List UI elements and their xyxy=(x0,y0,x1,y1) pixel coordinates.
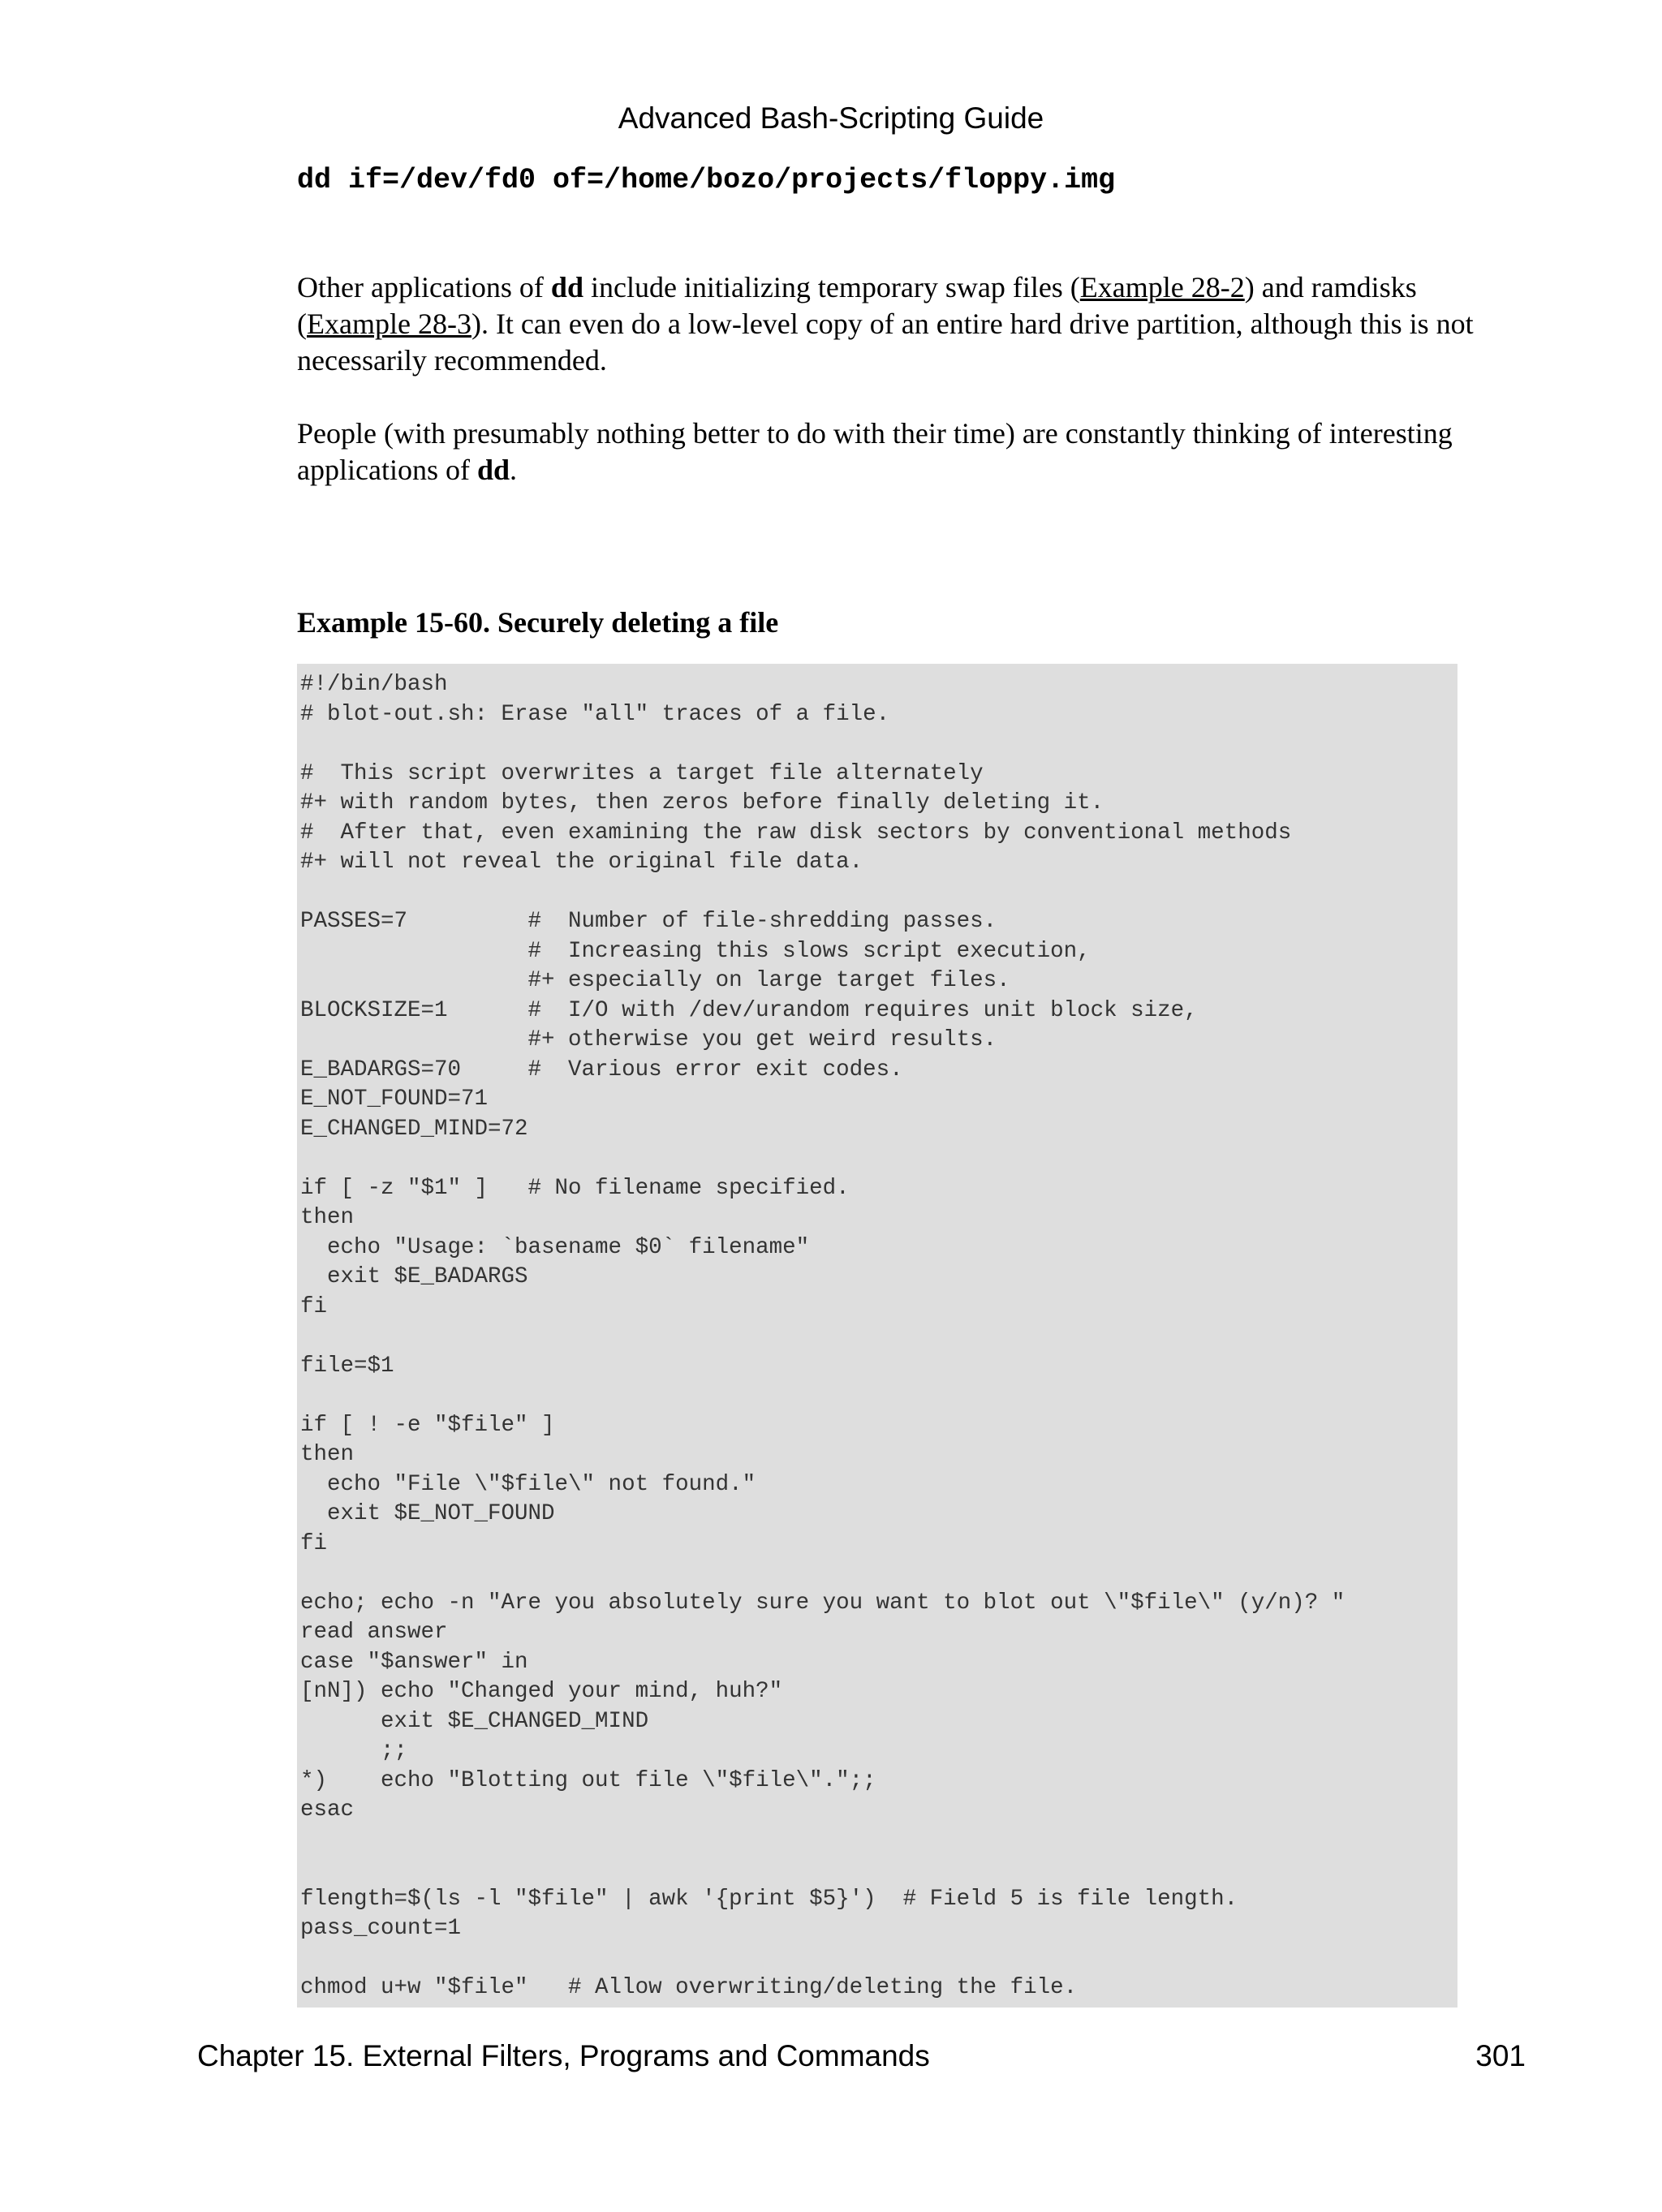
paragraph-interesting-applications xyxy=(297,415,1514,488)
code-line xyxy=(300,1826,1457,1856)
code-line: # blot-out.sh: Erase "all" traces of a file. xyxy=(300,701,890,727)
code-line: pass_count=1 xyxy=(300,1916,462,1941)
code-line: echo "File \"$file\" not found." xyxy=(300,1471,756,1497)
command-name-dd: dd xyxy=(550,271,583,303)
code-line: *) echo "Blotting out file \"$file\".";; xyxy=(300,1767,876,1793)
code-line: fi xyxy=(300,1530,328,1556)
code-line: ;; xyxy=(300,1738,408,1763)
page-header: Advanced Bash-Scripting Guide xyxy=(618,101,1044,135)
link-example-28-3[interactable]: Example 28-3 xyxy=(307,308,471,340)
code-line: # After that, even examining the raw disk sectors by conventional methods xyxy=(300,820,1292,846)
code-line xyxy=(300,1559,1457,1589)
dd-command-example: dd if=/dev/fd0 of=/home/bozo/projects/floppy.img xyxy=(297,164,1116,196)
paragraph-text: . xyxy=(510,454,517,486)
code-line: E_BADARGS=70 # Various error exit codes. xyxy=(300,1057,903,1082)
command-name-dd: dd xyxy=(476,454,510,486)
code-line: then xyxy=(300,1205,355,1230)
code-line: E_NOT_FOUND=71 xyxy=(300,1087,489,1112)
code-line: #+ otherwise you get weird results. xyxy=(300,1027,997,1052)
paragraph-text: ). It can even do a low-level copy of an entire hard drive partition, although this is not necessarily recommended. xyxy=(297,308,1474,377)
code-line: echo "Usage: `basename $0` filename" xyxy=(300,1234,810,1260)
code-line xyxy=(300,1944,1457,1974)
code-line: if [ -z "$1" ] # No filename specified. xyxy=(300,1175,850,1201)
paragraph-text: Other applications of xyxy=(297,271,551,303)
code-line: # Increasing this slows script execution, xyxy=(300,938,1091,964)
paragraph-dd-applications xyxy=(297,269,1514,379)
footer-page-number: 301 xyxy=(1475,2039,1526,2072)
code-line: exit $E_CHANGED_MIND xyxy=(300,1708,649,1734)
code-line: then xyxy=(300,1442,355,1467)
code-line: file=$1 xyxy=(300,1353,394,1379)
code-line xyxy=(300,878,1457,908)
code-line xyxy=(300,1322,1457,1352)
paragraph-text: include initializing temporary swap files ( xyxy=(583,271,1080,303)
code-line: read answer xyxy=(300,1620,448,1645)
code-line xyxy=(300,1855,1457,1885)
code-line: # This script overwrites a target file alternately xyxy=(300,760,984,786)
code-line: echo; echo -n "Are you absolutely sure you want to blot out \"$file\" (y/n)? " xyxy=(300,1590,1346,1616)
code-line xyxy=(300,1381,1457,1411)
code-listing xyxy=(297,664,1457,2008)
code-line: if [ ! -e "$file" ] xyxy=(300,1412,555,1438)
code-line: #+ especially on large target files. xyxy=(300,968,1010,993)
code-line: chmod u+w "$file" # Allow overwriting/deleting the file. xyxy=(300,1975,1078,2000)
code-line xyxy=(300,729,1457,760)
code-line: PASSES=7 # Number of file-shredding passes. xyxy=(300,909,997,934)
code-line: BLOCKSIZE=1 # I/O with /dev/urandom requires unit block size, xyxy=(300,997,1198,1023)
paragraph-text: ) and ramdisks ( xyxy=(297,271,1417,340)
code-line: fi xyxy=(300,1293,328,1319)
code-line: E_CHANGED_MIND=72 xyxy=(300,1116,528,1142)
code-line: flength=$(ls -l "$file" | awk '{print $5}') # Field 5 is file length. xyxy=(300,1886,1238,1912)
page-content xyxy=(297,159,1514,641)
code-line: esac xyxy=(300,1797,355,1823)
code-line: exit $E_NOT_FOUND xyxy=(300,1501,555,1526)
code-line xyxy=(300,1144,1457,1174)
code-line: [nN]) echo "Changed your mind, huh?" xyxy=(300,1679,783,1704)
code-line: #+ with random bytes, then zeros before finally deleting it. xyxy=(300,790,1104,816)
paragraph-text: People (with presumably nothing better to do with their time) are constantly thinking of interesting applications of xyxy=(297,417,1453,486)
link-example-28-2[interactable]: Example 28-2 xyxy=(1079,271,1245,303)
code-line: #!/bin/bash xyxy=(300,672,448,697)
example-title: Example 15-60. Securely deleting a file xyxy=(297,606,779,639)
code-line: exit $E_BADARGS xyxy=(300,1264,528,1289)
code-line: case "$answer" in xyxy=(300,1649,528,1675)
footer-chapter-title: Chapter 15. External Filters, Programs and Commands xyxy=(197,2039,930,2072)
code-line: #+ will not reveal the original file data. xyxy=(300,850,863,875)
